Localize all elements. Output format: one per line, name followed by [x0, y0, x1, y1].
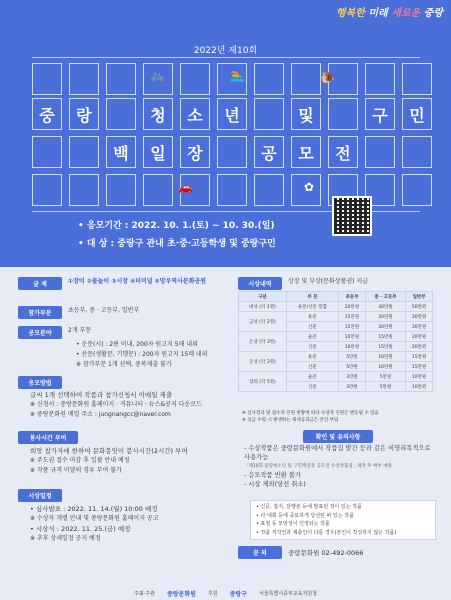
grid-row-empty-2 [32, 174, 432, 206]
title-row-2: 백 일 장 공 모 전 [32, 136, 432, 168]
car-icon: 🚗 [178, 180, 193, 194]
host-label: 주최·주관 [134, 590, 155, 597]
section-topic [18, 277, 228, 290]
apply-details: 글씨 1개 선택하여 작품과 참가신청서 이메일 제출 ※ 신청서 : 중랑문화원 홈페이지 · 커뮤니티 · 뉴스&공지 다운로드 ※ 중랑문화원 메일 주소 : jungnangcc@naver.com [30, 391, 202, 418]
category-details: • 운문(시) : 2편 이내, 200자 원고지 5매 내외 • 산문(생활문, 기행문) : 200자 원고지 15매 내외 ※ 참가부문 1개 선택, 중복제출 불가 [76, 341, 208, 368]
swimmer-icon: 🏊 [230, 68, 245, 82]
qr-code[interactable] [332, 196, 372, 236]
title-row-1: 중 랑 청 소 년 및 구 민 [32, 98, 432, 130]
section-target [18, 306, 228, 319]
edition-label: 2022년 제10회 [193, 46, 258, 56]
apply-label: 응모방법 [18, 376, 62, 389]
table-row: 산문 3만원 5만원 10만원 [239, 382, 433, 392]
section-schedule [18, 489, 228, 502]
table-row: 산문 15만원 20만원 30만원 [239, 322, 433, 332]
category-label: 공모분야 [18, 326, 62, 339]
section-apply [18, 376, 228, 389]
table-row: 산문 5만원 10만원 15만원 [239, 362, 433, 372]
footer [0, 586, 451, 600]
section-category [18, 326, 228, 339]
table-row: 대상 (각 1명) 운문/산문 통합 20만원 30만원 50만원 [239, 302, 433, 312]
district-logo: 행복한 미래 새로운 중랑 [335, 8, 443, 19]
snail-icon: 🐌 [320, 70, 335, 84]
table-notes: ※ 심사결과 및 접수자 인원 현황에 따라 수상자 인원은 변동될 수 있음 ※ 상금 수령 시 발생하는 제세공과금은 본인 부담 [242, 411, 379, 423]
section-contact [238, 546, 438, 559]
volunteer-label: 봉사시간 부여 [18, 431, 78, 444]
target-text: 초등부, 중 · 고등부, 일반부 [68, 307, 140, 314]
section-notice [238, 430, 438, 443]
table-row: 산문 10만원 15만원 20만원 [239, 342, 433, 352]
topic-text: ①장미 ②물놀이 ③시장 ④터미널 ⑤망우역사문화공원 [68, 278, 207, 285]
table-row: 은상 (각 3명) 운문 10만원 15만원 20만원 [239, 332, 433, 342]
cyclist-icon: 🚲 [150, 68, 165, 82]
support-label: 후원 [207, 590, 218, 597]
org-education-office: 서울특별시중부교육지원청 [259, 590, 317, 597]
section-volunteer [18, 431, 228, 444]
award-table [238, 291, 433, 392]
period-info: • 응모기간 : 2022. 10. 1.(토) ~ 10. 30.(일) [78, 221, 275, 231]
org-culture-center: 중랑문화원 [166, 590, 196, 598]
target-info: • 대 상 : 중랑구 관내 초·중·고등학생 및 중랑구민 [78, 239, 276, 249]
hero-rule-top [32, 57, 420, 58]
flower-icon: ✿ [304, 180, 315, 194]
contact-label: 문 의 [238, 546, 282, 559]
category-text: 2개 부문 [68, 327, 92, 334]
table-row: 장려 (각 5명) 운문 3만원 5만원 10만원 [239, 372, 433, 382]
contact-text: 중랑문화원 02-492-0066 [288, 548, 364, 557]
org-district: 중랑구 [229, 590, 247, 598]
hero-banner [0, 0, 451, 267]
table-row: 동상 (각 3명) 운문 5만원 10만원 15만원 [239, 352, 433, 362]
section-award [238, 277, 438, 290]
award-label: 시상내역 [238, 277, 282, 290]
notice-label: 확인 및 유의사항 [303, 430, 373, 443]
volunteer-details: 희망 참가자에 한하여 문화봉잇이 봉사시간(2시간) 부여 ※ 주도권 접수 마감 후 일괄 안내 예정 ※ 작품 규격 미달의 경우 부여 불가 [30, 447, 188, 474]
award-text: 상장 및 부상(문화상품권) 지급 [288, 278, 368, 285]
schedule-details: • 심사발표 : 2022. 11. 14.(월) 10:00 예정 ※ 수상자 개별 안내 및 중랑문화원 홈페이지 공고 • 시상식 : 2022. 11. 25.(금) 예정 ※ 추후 상세일정 공지 예정 [30, 505, 159, 542]
schedule-label: 시상일정 [18, 489, 62, 502]
table-row: 금상 (각 2명) 운문 15만원 20만원 30만원 [239, 312, 433, 322]
topic-label: 글 제 [18, 277, 62, 290]
notice-details: - 수상작품은 중랑문화원에서 작품집 발간 등과 같은 비영리목적으로 사용가능 「제10회 중랑청소년 및 구민백일장 공모전 수상작품집」제작 후 배부 예정 - 응모작품 반환 불가 - 시상 제외(당선 취소) [244, 445, 431, 488]
award-table-header: 구분 부 문 초등부 중 · 고등부 일반부 [239, 292, 433, 302]
target-label: 참가부문 [18, 306, 62, 319]
exclusion-list: • 신문, 잡지, 단행본 등에 발표된 적이 있는 작품 • 타 대회 등에 중요하게 당선된 바 있는 작품 • 표절 등 모방성이 인정되는 작품 • 작품 저작인과 제출인이 다를 경우(본인이 작성하지 않은 작품) [256, 504, 397, 536]
